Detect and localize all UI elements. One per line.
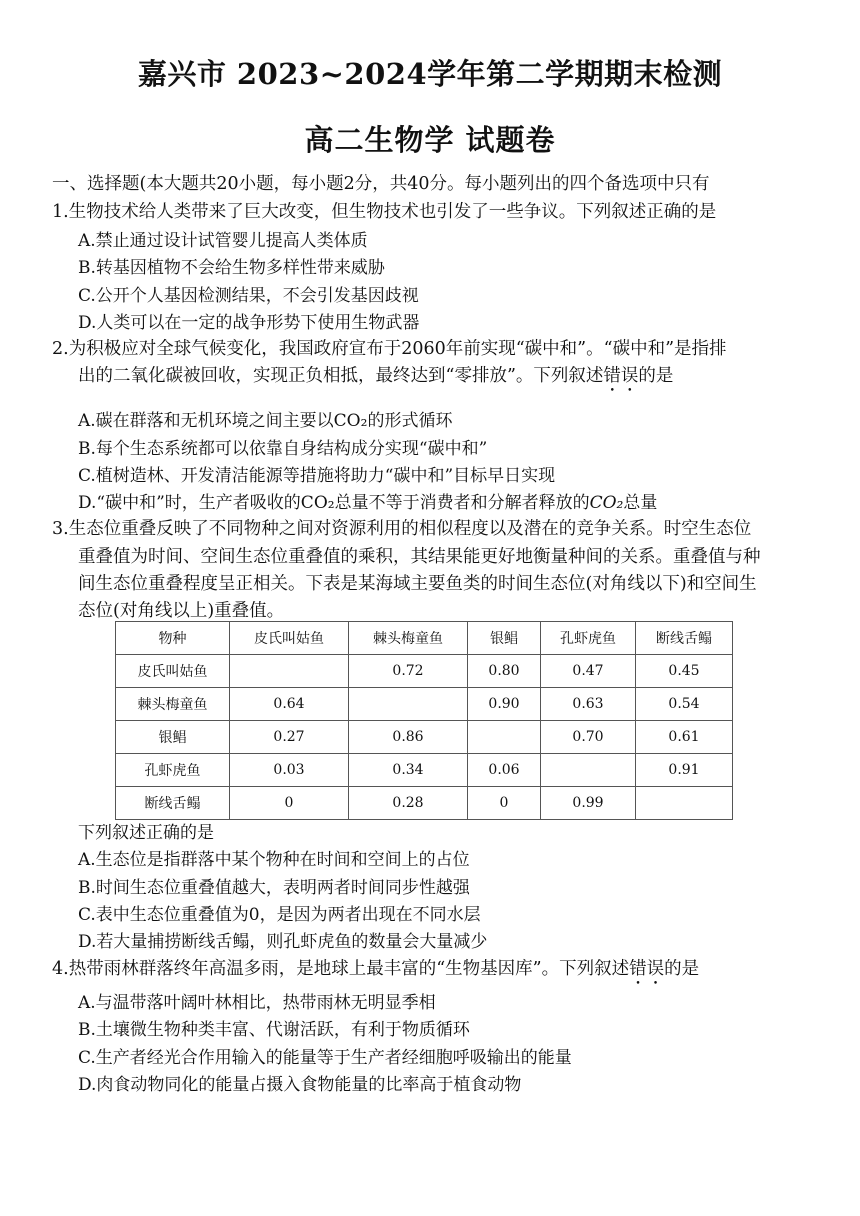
q1-option-b: B.转基因植物不会给生物多样性带来威胁 xyxy=(78,258,385,278)
exam-subtitle: 高二生物学 试题卷 xyxy=(304,123,556,157)
q4-option-d: D.肉食动物同化的能量占摄入食物能量的比率高于植食动物 xyxy=(78,1075,522,1095)
table-cell: 0.03 xyxy=(230,754,349,787)
q1-stem: 1.生物技术给人类带来了巨大改变，但生物技术也引发了一些争议。下列叙述正确的是 xyxy=(52,202,717,222)
table-row xyxy=(116,721,733,754)
niche-overlap-table xyxy=(115,621,733,820)
q4-emphasis-word: 错误 xyxy=(629,959,665,979)
table-cell: 0.27 xyxy=(230,721,349,754)
table-header-cell: 孔虾虎鱼 xyxy=(541,622,636,655)
q3-stem-line1: 3.生态位重叠反映了不同物种之间对资源利用的相似程度以及潜在的竞争关系。时空生态位 xyxy=(52,519,752,539)
q1-option-a: A.禁止通过设计试管婴儿提高人类体质 xyxy=(78,231,368,251)
table-cell: 0.63 xyxy=(541,688,636,721)
table-cell: 0.61 xyxy=(636,721,733,754)
table-header-cell: 断线舌鳎 xyxy=(636,622,733,655)
q3-option-b: B.时间生态位重叠值越大，表明两者时间同步性越强 xyxy=(78,878,470,898)
table-cell: 0.70 xyxy=(541,721,636,754)
q2-stem-post: 的是 xyxy=(638,366,674,386)
table-header-cell: 银鲳 xyxy=(468,622,541,655)
table-cell: 0.99 xyxy=(541,787,636,820)
table-cell: 0.54 xyxy=(636,688,733,721)
q3-prompt: 下列叙述正确的是 xyxy=(78,823,214,843)
table-cell: 0.28 xyxy=(349,787,468,820)
table-cell: 皮氏叫姑鱼 xyxy=(116,655,230,688)
table-cell xyxy=(349,688,468,721)
table-cell: 0 xyxy=(230,787,349,820)
table-cell: 0.72 xyxy=(349,655,468,688)
q4-stem-post: 的是 xyxy=(664,959,700,979)
q1-option-d: D.人类可以在一定的战争形势下使用生物武器 xyxy=(78,313,420,333)
table-cell: 0.64 xyxy=(230,688,349,721)
table-header-cell: 皮氏叫姑鱼 xyxy=(230,622,349,655)
table-cell xyxy=(636,787,733,820)
q3-stem-line3: 间生态位重叠程度呈正相关。下表是某海域主要鱼类的时间生态位(对角线以下)和空间生 xyxy=(78,574,757,594)
table-cell: 0.90 xyxy=(468,688,541,721)
table-cell: 0 xyxy=(468,787,541,820)
q4-option-c: C.生产者经光合作用输入的能量等于生产者经细胞呼吸输出的能量 xyxy=(78,1048,572,1068)
table-cell: 银鲳 xyxy=(116,721,230,754)
q2-option-d xyxy=(78,488,657,513)
q2-option-d-formula: CO₂ xyxy=(589,493,624,513)
table-cell: 孔虾虎鱼 xyxy=(116,754,230,787)
table-cell: 棘头梅童鱼 xyxy=(116,688,230,721)
q2-stem-line2 xyxy=(78,362,673,396)
q4-option-a: A.与温带落叶阔叶林相比，热带雨林无明显季相 xyxy=(78,993,436,1013)
q2-option-b: B.每个生态系统都可以依靠自身结构成分实现“碳中和” xyxy=(78,439,488,459)
q3-stem-line2: 重叠值为时间、空间生态位重叠值的乘积，其结果能更好地衡量种间的关系。重叠值与种 xyxy=(78,547,761,567)
q2-stem-pre: 出的二氧化碳被回收，实现正负相抵，最终达到“零排放”。下列叙述 xyxy=(78,366,604,386)
table-row xyxy=(116,787,733,820)
table-row xyxy=(116,754,733,787)
table-header-row xyxy=(116,622,733,655)
table-cell: 0.91 xyxy=(636,754,733,787)
q2-stem-line1: 2.为积极应对全球气候变化，我国政府宣布于2060年前实现“碳中和”。“碳中和”是指排 xyxy=(52,339,727,359)
q3-option-a: A.生态位是指群落中某个物种在时间和空间上的占位 xyxy=(78,850,470,870)
table-header-cell: 物种 xyxy=(116,622,230,655)
q2-option-c: C.植树造林、开发清洁能源等措施将助力“碳中和”目标早日实现 xyxy=(78,466,556,486)
table-cell: 0.45 xyxy=(636,655,733,688)
table-cell xyxy=(230,655,349,688)
q2-option-d-post: 总量 xyxy=(623,493,658,513)
table-cell: 0.34 xyxy=(349,754,468,787)
table-cell xyxy=(541,754,636,787)
table-header-cell: 棘头梅童鱼 xyxy=(349,622,468,655)
table-row xyxy=(116,688,733,721)
q3-option-c: C.表中生态位重叠值为0，是因为两者出现在不同水层 xyxy=(78,905,481,925)
table-cell: 0.80 xyxy=(468,655,541,688)
q2-emphasis-word: 错误 xyxy=(603,366,639,386)
exam-title: 嘉兴市 2023~2024学年第二学期期末检测 xyxy=(137,57,723,91)
table-cell: 0.06 xyxy=(468,754,541,787)
q4-option-b: B.土壤微生物种类丰富、代谢活跃，有利于物质循环 xyxy=(78,1020,470,1040)
table-cell: 断线舌鳎 xyxy=(116,787,230,820)
q2-option-d-pre: D.“碳中和”时，生产者吸收的CO₂总量不等于消费者和分解者释放的 xyxy=(78,493,590,513)
table-cell: 0.47 xyxy=(541,655,636,688)
table-cell: 0.86 xyxy=(349,721,468,754)
q4-stem-pre: 4.热带雨林群落终年高温多雨，是地球上最丰富的“生物基因库”。下列叙述 xyxy=(52,959,630,979)
q2-option-a: A.碳在群落和无机环境之间主要以CO₂的形式循环 xyxy=(78,411,453,431)
section-heading: 一、选择题(本大题共20小题，每小题2分，共40分。每小题列出的四个备选项中只有 xyxy=(52,174,710,194)
q3-stem-line4: 态位(对角线以上)重叠值。 xyxy=(78,601,285,621)
table-row xyxy=(116,655,733,688)
table-cell xyxy=(468,721,541,754)
q1-option-c: C.公开个人基因检测结果，不会引发基因歧视 xyxy=(78,286,419,306)
q4-stem xyxy=(52,955,699,989)
q3-option-d: D.若大量捕捞断线舌鳎，则孔虾虎鱼的数量会大量减少 xyxy=(78,932,488,952)
